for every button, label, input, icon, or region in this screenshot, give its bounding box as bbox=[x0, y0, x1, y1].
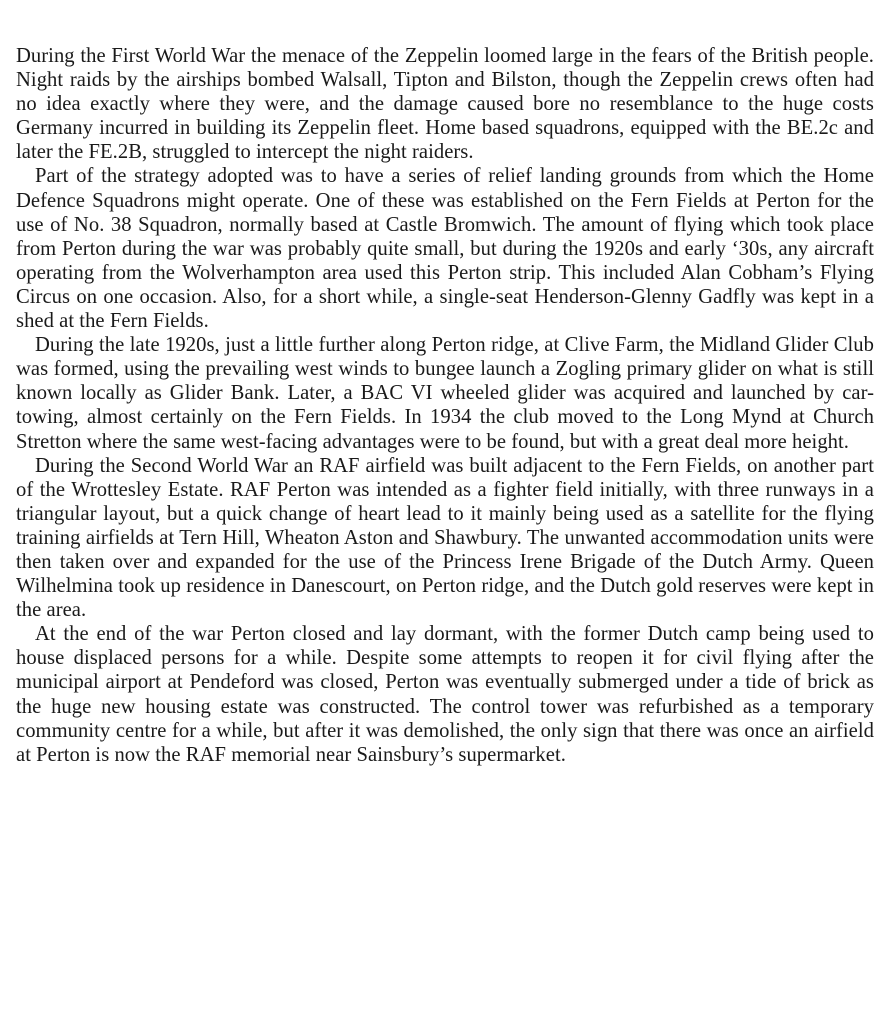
paragraph-2: Part of the strategy adopted was to have a series of relief landing grounds from which the Home Defence Squadrons might operate. One of these was established on the Fern Fields at Perton for the use of No. 38 Squadron, normally based at Castle Bromwich. The amount of flying which took place from Perton during the war was probably quite small, but during the 1920s and early ‘30s, any aircraft operating from the Wolverhampton area used this Perton strip. This included Alan Cobham’s Flying Circus on one occasion. Also, for a short while, a single-seat Henderson-Glenny Gadfly was kept in a shed at the Fern Fields. bbox=[16, 165, 874, 333]
document-body bbox=[16, 44, 874, 767]
paragraph-3: During the late 1920s, just a little further along Perton ridge, at Clive Farm, the Midland Glider Club was formed, using the prevailing west winds to bungee launch a Zogling primary glider on what is still known locally as Glider Bank. Later, a BAC VI wheeled glider was acquired and launched by car-towing, almost certainly on the Fern Fields. In 1934 the club moved to the Long Mynd at Church Stretton where the same west-facing advantages were to be found, but with a great deal more height. bbox=[16, 334, 874, 453]
paragraph-1: During the First World War the menace of the Zeppelin loomed large in the fears of the British people. Night raids by the airships bombed Walsall, Tipton and Bilston, though the Zeppelin crews often had no idea exactly where they were, and the damage caused bore no resemblance to the huge costs Germany incurred in building its Zeppelin fleet. Home based squadrons, equipped with the BE.2c and later the FE.2B, struggled to intercept the night raiders. bbox=[16, 45, 874, 164]
paragraph-4: During the Second World War an RAF airfield was built adjacent to the Fern Fields, on another part of the Wrottesley Estate. RAF Perton was intended as a fighter field initially, with three runways in a triangular layout, but a quick change of heart lead to it mainly being used as a satellite for the flying training airfields at Tern Hill, Wheaton Aston and Shawbury. The unwanted accommodation units were then taken over and expanded for the use of the Princess Irene Brigade of the Dutch Army. Queen Wilhelmina took up residence in Danescourt, on Perton ridge, and the Dutch gold reserves were kept in the area. bbox=[16, 454, 874, 622]
paragraph-5: At the end of the war Perton closed and lay dormant, with the former Dutch camp being used to house displaced persons for a while. Despite some attempts to reopen it for civil flying after the municipal airport at Pendeford was closed, Perton was eventually submerged under a tide of brick as the huge new housing estate was constructed. The control tower was refurbished as a temporary community centre for a while, but after it was demolished, the only sign that there was once an airfield at Perton is now the RAF memorial near Sainsbury’s supermarket. bbox=[16, 623, 874, 766]
